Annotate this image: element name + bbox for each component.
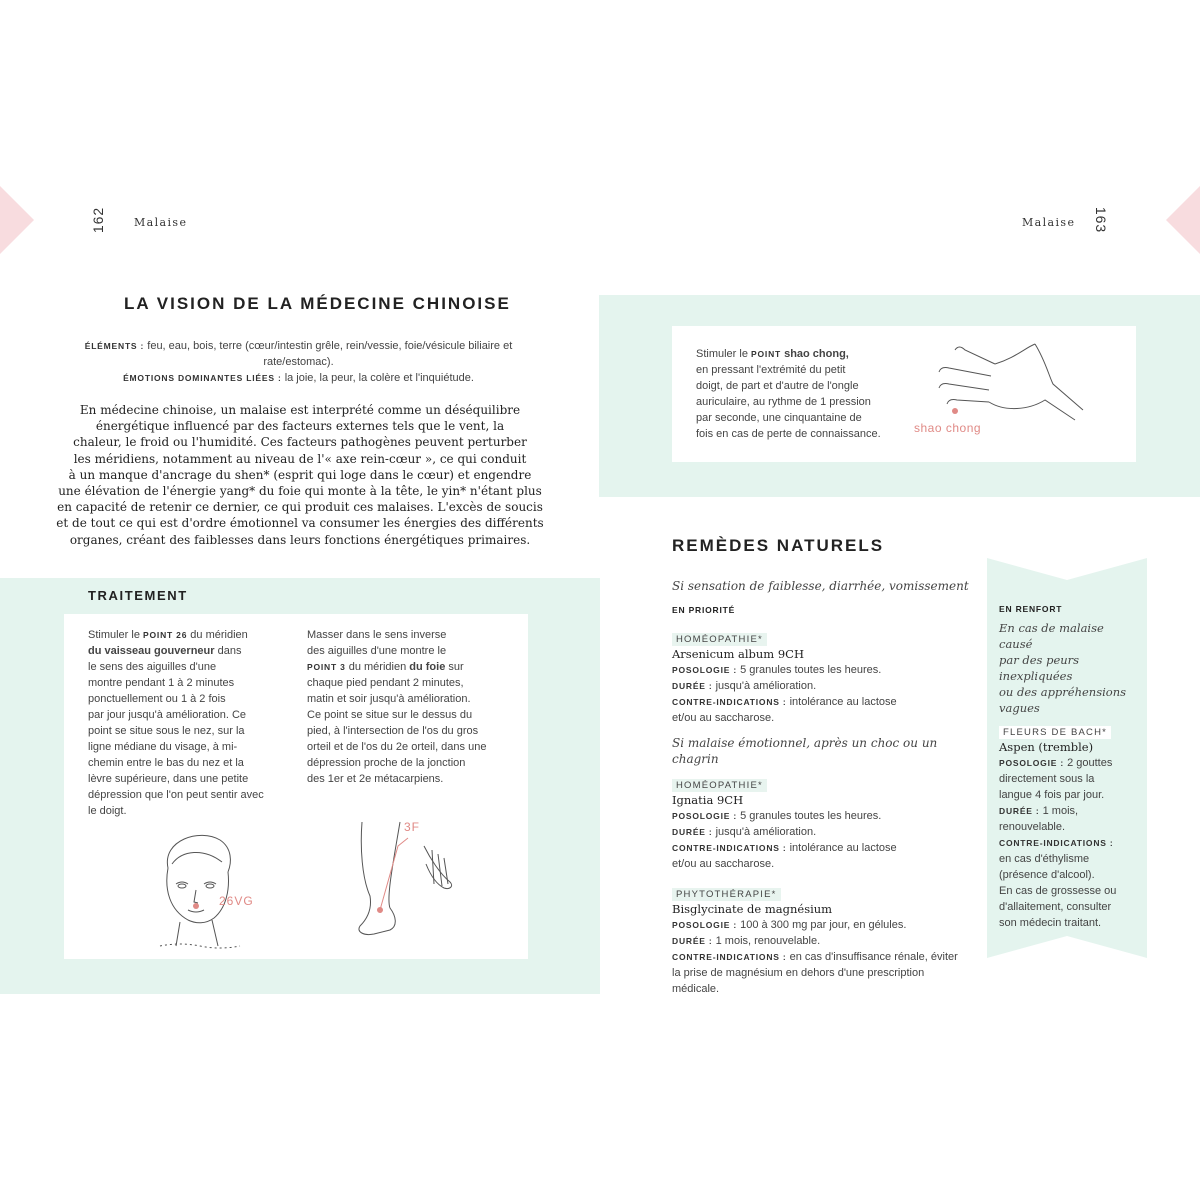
col2-line: orteil et de l'os du 2e orteil, dans une bbox=[307, 741, 487, 753]
homeopathie-tag-1: HOMÉOPATHIE* bbox=[672, 633, 767, 646]
col1-line: dépression que l'on peut sentir avec bbox=[88, 789, 264, 801]
remedy-1-duree: jusqu'à amélioration. bbox=[715, 680, 817, 692]
renfort-intro-line: ou des appréhensions bbox=[999, 685, 1127, 699]
section-title-vision: LA VISION DE LA MÉDECINE CHINOISE bbox=[124, 294, 511, 313]
vision-paragraph bbox=[50, 402, 550, 548]
col2-line: des aiguilles d'une montre le bbox=[307, 645, 447, 657]
duree-label: DURÉE : bbox=[672, 681, 713, 691]
col2-line: pied, à l'intersection de l'os du gros bbox=[307, 725, 479, 737]
box-line: par seconde, une cinquantaine de bbox=[696, 412, 862, 424]
duree-label: DURÉE : bbox=[672, 936, 713, 946]
renfort-intro-line: En cas de malaise causé bbox=[999, 621, 1104, 651]
col2-line: Ce point se situe sur le dessus du bbox=[307, 709, 473, 721]
col1-line: montre pendant 1 à 2 minutes bbox=[88, 677, 235, 689]
contra-label: CONTRE-INDICATIONS : bbox=[999, 838, 1114, 848]
paragraph-line: organes, créant des faiblesses dans leurs fonctions énergétiques primaires. bbox=[69, 532, 531, 547]
right-page-number: 163 bbox=[1093, 206, 1110, 234]
remedy-1-name: Arsenicum album 9CH bbox=[672, 647, 805, 661]
face-illustration bbox=[140, 828, 260, 953]
renfort-label: EN RENFORT bbox=[999, 604, 1063, 614]
bach-posologie: directement sous la bbox=[999, 773, 1095, 785]
hand-illustration bbox=[925, 340, 1085, 430]
bach-remedy-name: Aspen (tremble) bbox=[999, 740, 1094, 754]
posologie-label: POSOLOGIE : bbox=[672, 920, 738, 930]
treatment-title: TRAITEMENT bbox=[88, 588, 188, 603]
remedy-3-name: Bisglycinate de magnésium bbox=[672, 902, 833, 916]
elements-text-2: rate/estomac). bbox=[263, 356, 334, 368]
remedies-title: REMÈDES NATURELS bbox=[672, 536, 885, 555]
remedy-1-posologie: 5 granules toutes les heures. bbox=[740, 664, 882, 676]
col1-line: le doigt. bbox=[88, 805, 127, 817]
label-26vg: 26VG bbox=[219, 894, 254, 908]
bach-contra: En cas de grossesse ou bbox=[999, 885, 1117, 897]
box-line: auriculaire, au rythme de 1 pression bbox=[696, 396, 871, 408]
shao-chong-label: shao chong bbox=[914, 421, 982, 435]
right-running-head: Malaise bbox=[1022, 216, 1076, 229]
col1-line: point se situe sous le nez, sur la bbox=[88, 725, 245, 737]
left-corner-marker bbox=[0, 186, 34, 254]
bach-posologie: langue 4 fois par jour. bbox=[999, 789, 1105, 801]
remedy-2-contra: intolérance au lactose bbox=[789, 842, 897, 854]
paragraph-line: et de tout ce qui est d'ordre émotionnel va consumer les énergies des différents bbox=[56, 516, 544, 531]
col1-line: par jour jusqu'à amélioration. Ce bbox=[88, 709, 247, 721]
duree-label: DURÉE : bbox=[672, 827, 713, 837]
priority-label: EN PRIORITÉ bbox=[672, 605, 736, 615]
remedy-2-name: Ignatia 9CH bbox=[672, 793, 744, 807]
contra-label: CONTRE-INDICATIONS : bbox=[672, 843, 787, 853]
remedy-3-contra-3: médicale. bbox=[672, 983, 720, 995]
col2-line: dépression proche de la jonction bbox=[307, 757, 466, 769]
bach-duree: renouvelable. bbox=[999, 821, 1066, 833]
bach-contra: en cas d'éthylisme bbox=[999, 853, 1090, 865]
bach-duree: 1 mois, bbox=[1042, 805, 1079, 817]
du-foie: du foie bbox=[409, 661, 446, 673]
remedy-2-posologie: 5 granules toutes les heures. bbox=[740, 810, 882, 822]
col1-text: dans bbox=[214, 645, 242, 657]
posologie-label: POSOLOGIE : bbox=[672, 811, 738, 821]
remedy-1-contra-2: et/ou au saccharose. bbox=[672, 712, 775, 724]
emotions-text: la joie, la peur, la colère et l'inquiétude. bbox=[284, 372, 474, 384]
bach-contra: (présence d'alcool). bbox=[999, 869, 1095, 881]
label-3f: 3F bbox=[404, 820, 421, 834]
treatment-col-1 bbox=[88, 627, 288, 819]
left-page-number: 162 bbox=[90, 206, 107, 234]
renfort-column bbox=[999, 604, 1139, 931]
shao-chong-text bbox=[696, 346, 906, 442]
renfort-intro-line: par des peurs inexpliquées bbox=[999, 653, 1080, 683]
box-line: en pressant l'extrémité du petit bbox=[696, 364, 846, 376]
intro-faiblesse: Si sensation de faiblesse, diarrhée, vomissement bbox=[672, 579, 969, 593]
remedy-3-posologie: 100 à 300 mg par jour, en gélules. bbox=[740, 919, 907, 931]
col1-line: ponctuellement ou 1 à 2 fois bbox=[88, 693, 226, 705]
paragraph-line: En médecine chinoise, un malaise est interprété comme un déséquilibre bbox=[79, 403, 521, 417]
shao-chong-name: shao chong, bbox=[784, 348, 849, 360]
right-corner-marker bbox=[1166, 186, 1200, 254]
treatment-col-2 bbox=[307, 627, 517, 787]
col2-line: matin et soir jusqu'à amélioration. bbox=[307, 693, 471, 705]
col2-line: des 1er et 2e métacarpiens. bbox=[307, 773, 444, 785]
col1-line: le sens des aiguilles d'une bbox=[88, 661, 217, 673]
remedy-3-duree: 1 mois, renouvelable. bbox=[715, 935, 821, 947]
col1-text: du méridien bbox=[187, 629, 248, 641]
col2-text: du méridien bbox=[345, 661, 410, 673]
renfort-intro-line: vagues bbox=[999, 701, 1040, 715]
col1-line: chemin entre le bas du nez et la bbox=[88, 757, 244, 769]
remedy-3-contra-2: la prise de magnésium en dehors d'une prescription bbox=[672, 967, 925, 979]
leg-foot-illustration bbox=[350, 818, 470, 943]
elements-label: ÉLÉMENTS : bbox=[84, 341, 145, 351]
fleurs-de-bach-tag: FLEURS DE BACH* bbox=[999, 726, 1111, 739]
remedy-3-contra: en cas d'insuffisance rénale, éviter bbox=[789, 951, 958, 963]
col1-line: lèvre supérieure, dans une petite bbox=[88, 773, 249, 785]
left-running-head: Malaise bbox=[134, 216, 188, 229]
duree-label: DURÉE : bbox=[999, 806, 1040, 816]
box-line: Stimuler le bbox=[696, 348, 752, 360]
remedies-column bbox=[672, 578, 972, 997]
point-26-label: POINT 26 bbox=[143, 630, 188, 640]
posologie-label: POSOLOGIE : bbox=[672, 665, 738, 675]
vaisseau-gouverneur: du vaisseau gouverneur bbox=[88, 645, 215, 657]
paragraph-line: les méridiens, notamment au niveau de l'« axe rein-cœur », ce qui conduit bbox=[73, 451, 527, 466]
homeopathie-tag-2: HOMÉOPATHIE* bbox=[672, 779, 767, 792]
col1-text: Stimuler le bbox=[88, 629, 144, 641]
col2-text: sur bbox=[445, 661, 464, 673]
point-3-label: POINT 3 bbox=[307, 662, 346, 672]
emotions-label: ÉMOTIONS DOMINANTES LIÉES : bbox=[123, 373, 282, 383]
contra-label: CONTRE-INDICATIONS : bbox=[672, 697, 787, 707]
paragraph-line: chaleur, le froid ou l'humidité. Ces facteurs pathogènes peuvent perturber bbox=[73, 435, 527, 450]
paragraph-line: à un manque d'ancrage du shen* (esprit qui loge dans le cœur) et engendre bbox=[68, 467, 532, 482]
box-line: fois en cas de perte de connaissance. bbox=[696, 428, 881, 440]
col2-line: chaque pied pendant 2 minutes, bbox=[307, 677, 464, 689]
box-line: doigt, de part et d'autre de l'ongle bbox=[696, 380, 859, 392]
contra-label: CONTRE-INDICATIONS : bbox=[672, 952, 787, 962]
remedy-2-duree: jusqu'à amélioration. bbox=[715, 826, 817, 838]
posologie-label: POSOLOGIE : bbox=[999, 758, 1065, 768]
bach-contra: d'allaitement, consulter bbox=[999, 901, 1112, 913]
col2-line: Masser dans le sens inverse bbox=[307, 629, 447, 641]
paragraph-line: une élévation de l'énergie yang* du foie qui monte à la tête, le yin* n'étant plus bbox=[58, 484, 542, 499]
bach-contra: son médecin traitant. bbox=[999, 917, 1102, 929]
col1-line: ligne médiane du visage, à mi- bbox=[88, 741, 238, 753]
point-label: POINT bbox=[751, 349, 782, 359]
phytotherapie-tag: PHYTOTHÉRAPIE* bbox=[672, 888, 781, 901]
paragraph-line: énergétique influencé par des facteurs externes tels que le vent, la bbox=[95, 419, 505, 434]
paragraph-line: en capacité de retenir ce dernier, ce qui produit ces malaises. L'excès de soucis bbox=[57, 500, 543, 515]
elements-line bbox=[66, 338, 531, 386]
bach-posologie: 2 gouttes bbox=[1067, 757, 1113, 769]
intro-emotionnel: Si malaise émotionnel, après un choc ou un chagrin bbox=[672, 736, 938, 766]
elements-text-1: feu, eau, bois, terre (cœur/intestin grêle, rein/vessie, foie/vésicule biliaire et bbox=[147, 340, 513, 352]
remedy-1-contra: intolérance au lactose bbox=[789, 696, 897, 708]
remedy-2-contra-2: et/ou au saccharose. bbox=[672, 858, 775, 870]
